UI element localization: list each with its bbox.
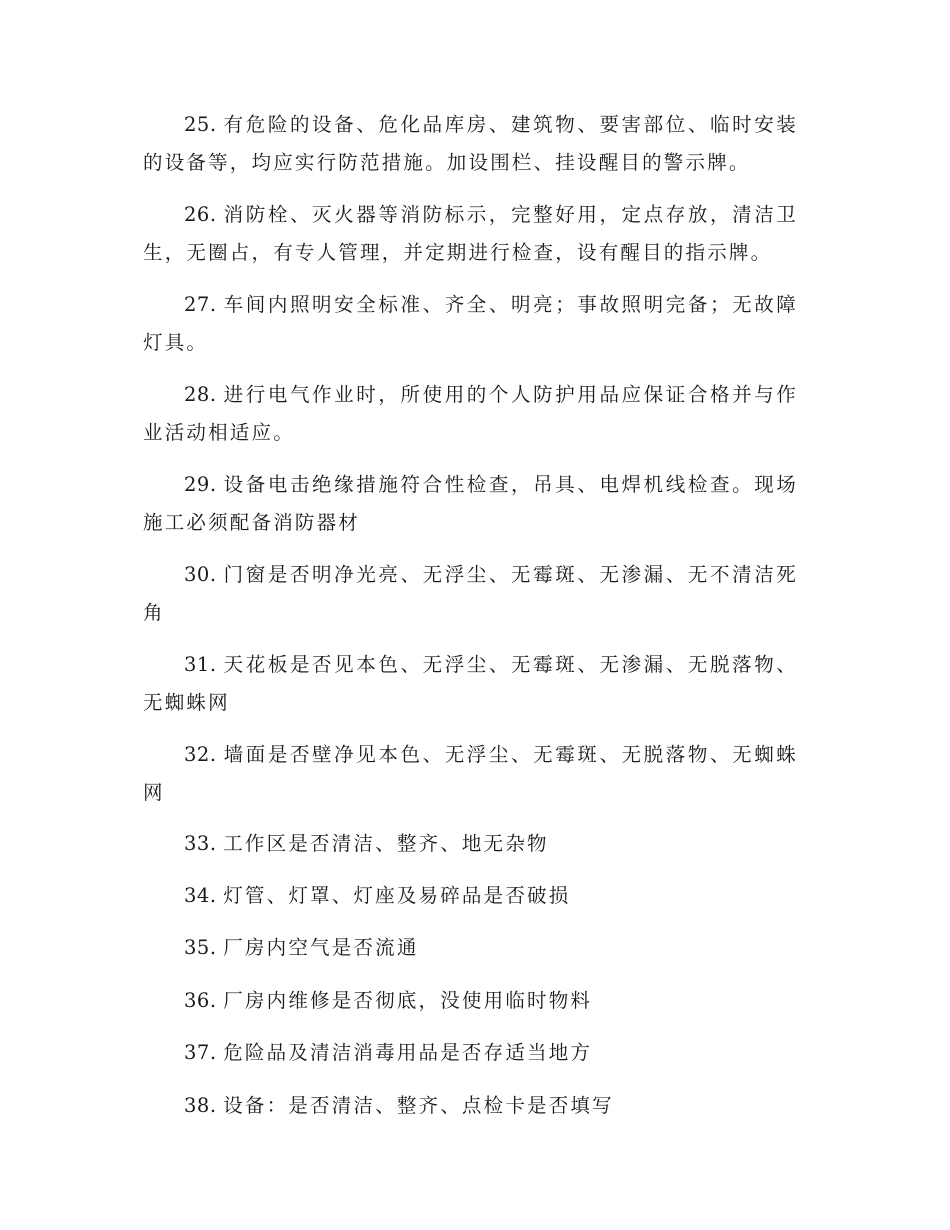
- item-text: 进行电气作业时，所使用的个人防护用品应保证合格并与作业活动相适应。: [143, 383, 798, 444]
- item-number: 27.: [184, 293, 217, 316]
- item-text: 灯管、灯罩、灯座及易碎品是否破损: [223, 884, 571, 907]
- list-item-36: [143, 982, 798, 1020]
- item-text: 危险品及清洁消毒用品是否存适当地方: [223, 1041, 593, 1064]
- item-number: 34.: [184, 884, 217, 907]
- item-number: 36.: [184, 989, 217, 1012]
- list-item-30: [143, 556, 798, 632]
- item-number: 25.: [184, 113, 217, 136]
- item-text: 消防栓、灭火器等消防标示，完整好用，定点存放，清洁卫生，无圈占，有专人管理，并定期进行检查，设有醒目的指示牌。: [143, 203, 798, 264]
- item-text: 墙面是否壁净见本色、无浮尘、无霉斑、无脱落物、无蜘蛛网: [143, 743, 798, 804]
- list-item-32: [143, 736, 798, 812]
- item-text: 厂房内维修是否彻底，没使用临时物料: [223, 989, 593, 1012]
- item-text: 厂房内空气是否流通: [223, 936, 419, 959]
- list-item-25: [143, 106, 798, 182]
- item-number: 29.: [184, 473, 217, 496]
- list-item-28: [143, 376, 798, 452]
- list-item-33: [143, 825, 798, 863]
- item-number: 32.: [184, 743, 217, 766]
- list-item-34: [143, 877, 798, 915]
- item-number: 26.: [184, 203, 217, 226]
- item-text: 车间内照明安全标准、齐全、明亮；事故照明完备；无故障灯具。: [143, 293, 798, 354]
- list-item-26: [143, 196, 798, 272]
- item-number: 31.: [184, 653, 217, 676]
- list-item-27: [143, 286, 798, 362]
- item-number: 35.: [184, 936, 217, 959]
- list-item-35: [143, 929, 798, 967]
- item-number: 28.: [184, 383, 217, 406]
- item-number: 38.: [184, 1094, 217, 1117]
- list-item-29: [143, 466, 798, 542]
- item-text: 设备电击绝缘措施符合性检查，吊具、电焊机线检查。现场施工必须配备消防器材: [143, 473, 798, 534]
- item-number: 30.: [184, 563, 217, 586]
- list-item-31: [143, 646, 798, 722]
- item-text: 有危险的设备、危化品库房、建筑物、要害部位、临时安装的设备等，均应实行防范措施。加设围栏、挂设醒目的警示牌。: [143, 113, 798, 174]
- item-text: 门窗是否明净光亮、无浮尘、无霉斑、无渗漏、无不清洁死角: [143, 563, 798, 624]
- list-item-38: [143, 1087, 798, 1125]
- list-item-37: [143, 1034, 798, 1072]
- item-text: 工作区是否清洁、整齐、地无杂物: [223, 832, 549, 855]
- item-text: 设备：是否清洁、整齐、点检卡是否填写: [223, 1094, 614, 1117]
- item-number: 37.: [184, 1041, 217, 1064]
- item-number: 33.: [184, 832, 217, 855]
- item-text: 天花板是否见本色、无浮尘、无霉斑、无渗漏、无脱落物、无蜘蛛网: [143, 653, 798, 714]
